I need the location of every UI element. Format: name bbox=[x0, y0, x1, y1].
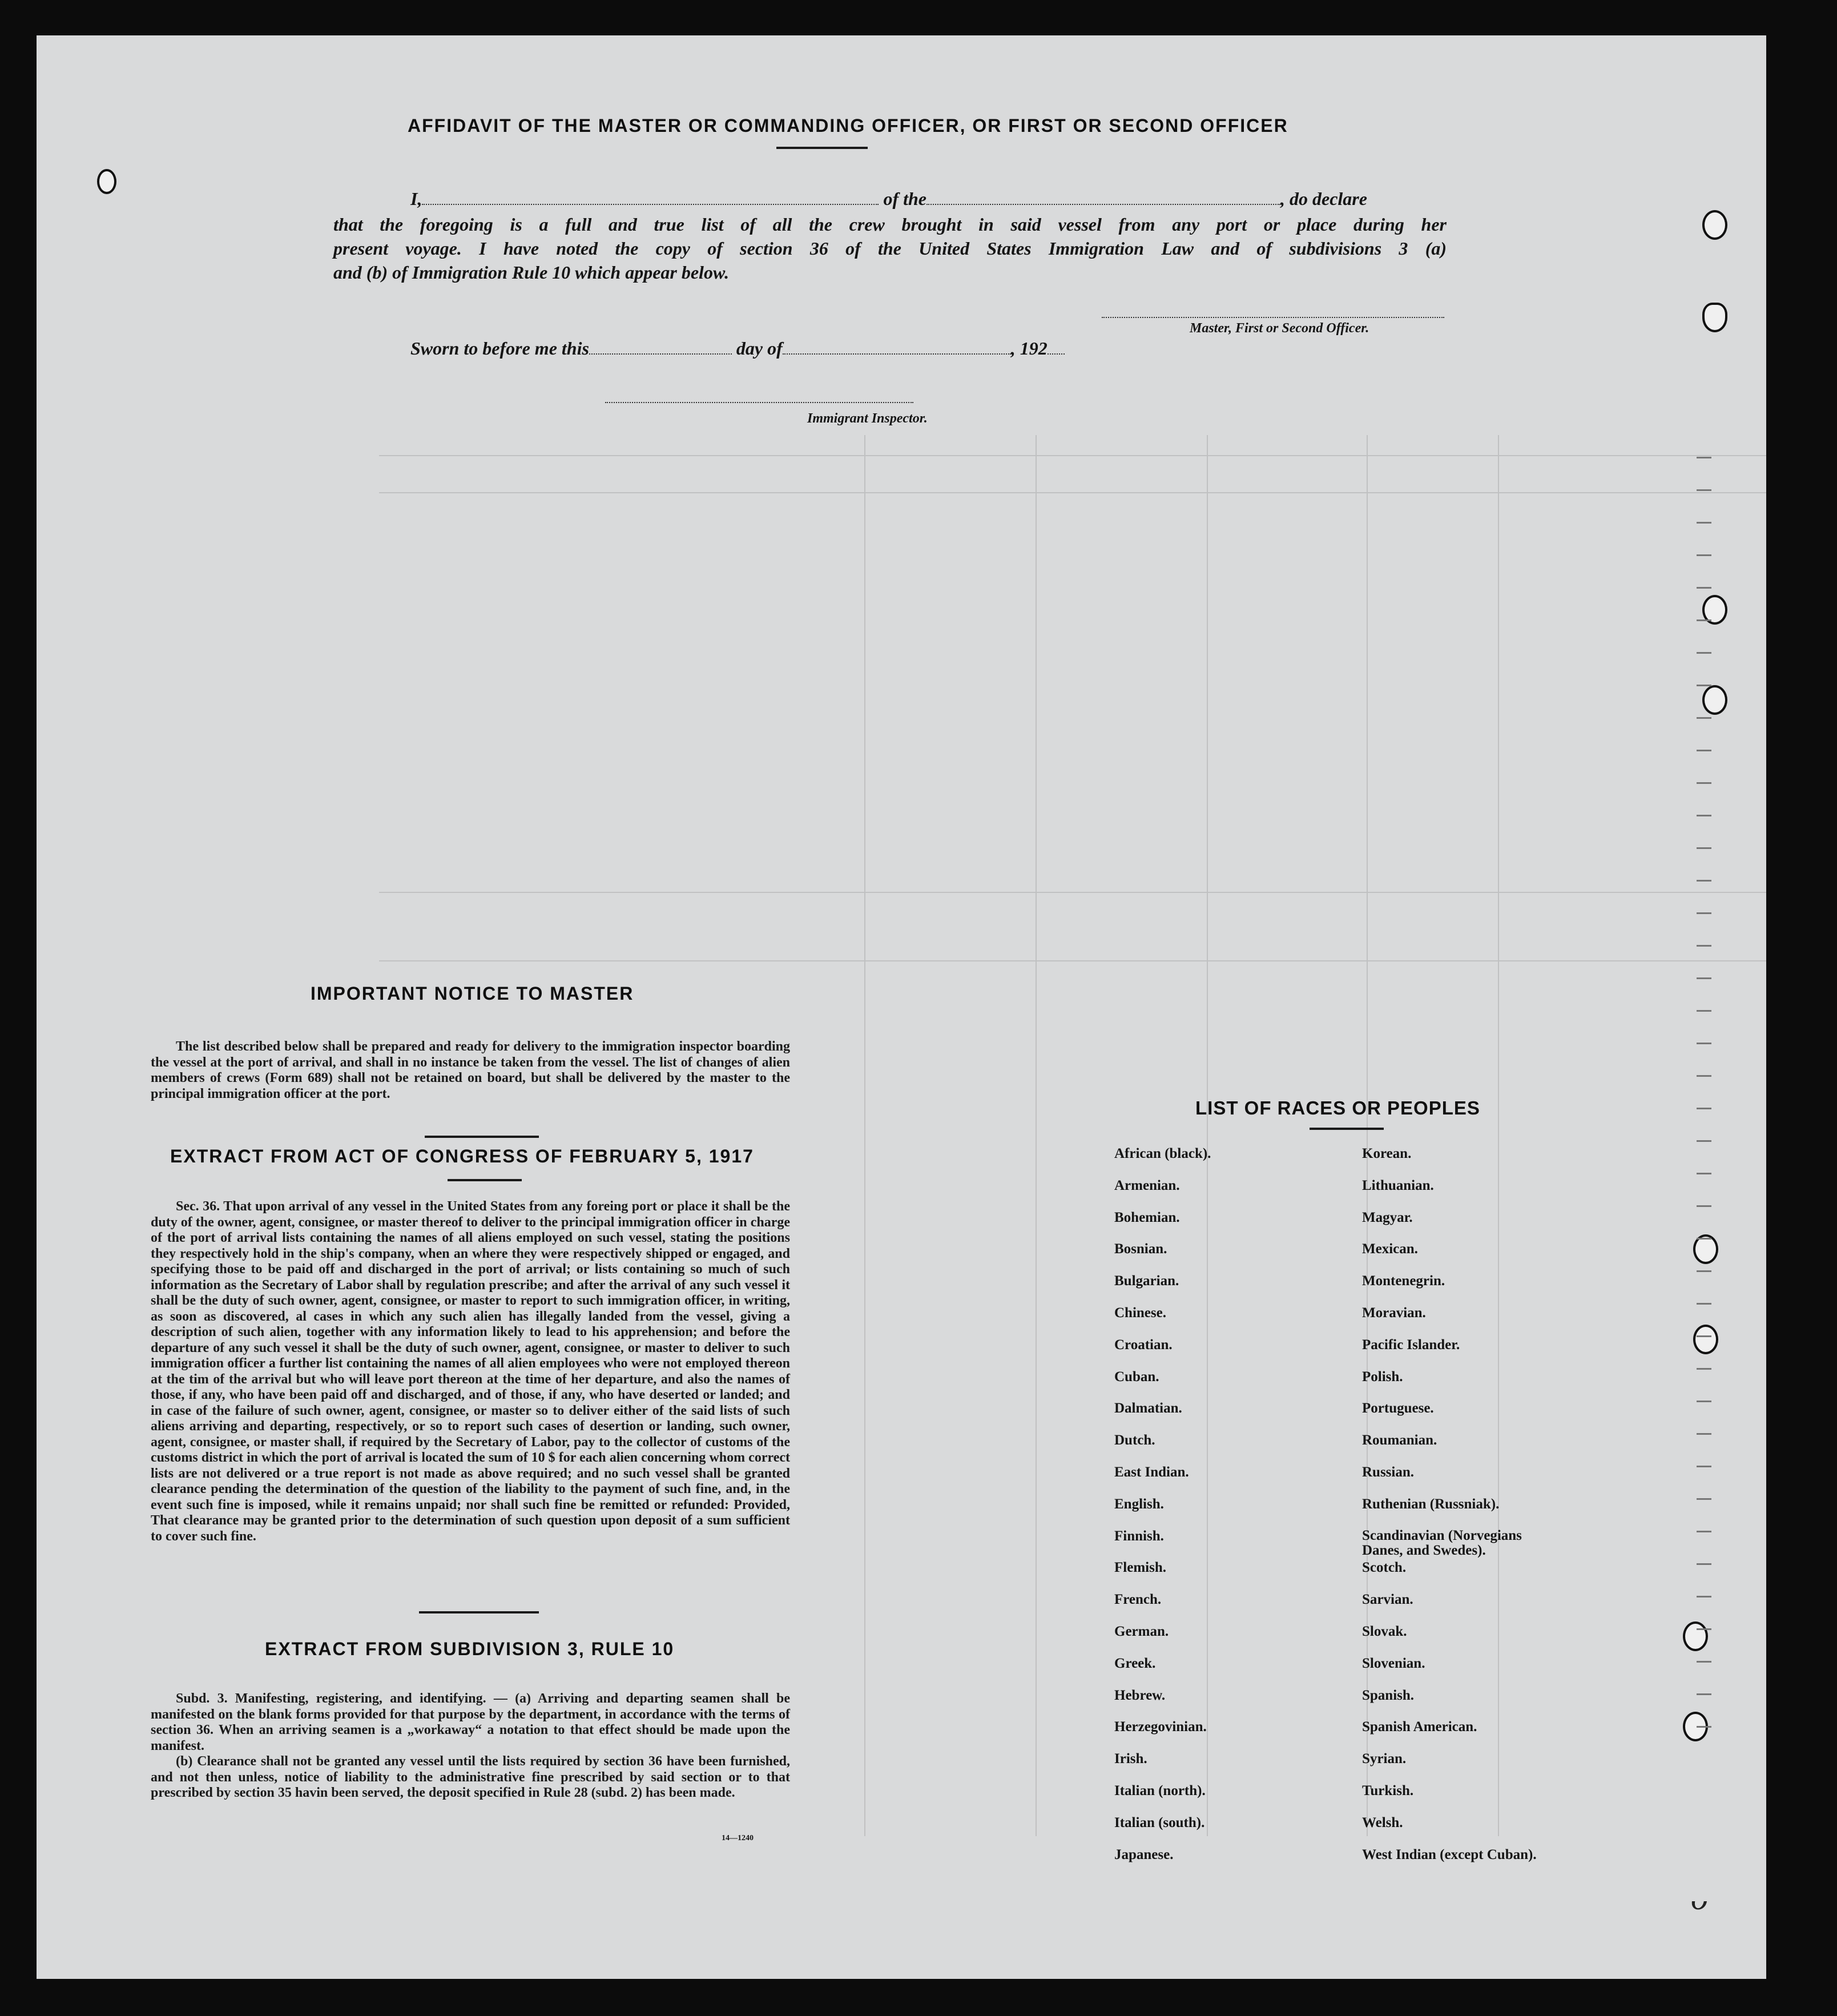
race-item: Slovenian. bbox=[1362, 1655, 1425, 1671]
race-item: Dutch. bbox=[1114, 1432, 1155, 1448]
race-item: Portuguese. bbox=[1362, 1401, 1434, 1417]
margin-dash bbox=[1697, 1238, 1711, 1240]
margin-dash bbox=[1697, 912, 1711, 914]
binder-hole bbox=[1683, 1621, 1708, 1651]
race-item: Pacific Islander. bbox=[1362, 1337, 1460, 1353]
divider-rule bbox=[425, 1136, 539, 1138]
race-item: Croatian. bbox=[1114, 1337, 1173, 1353]
margin-dash bbox=[1697, 1693, 1711, 1695]
race-item: Flemish. bbox=[1114, 1560, 1166, 1576]
races-right-column bbox=[1362, 1146, 1537, 1878]
margin-dash bbox=[1697, 1466, 1711, 1467]
race-item: Roumanian. bbox=[1362, 1432, 1437, 1448]
race-item: Montenegrin. bbox=[1362, 1273, 1445, 1289]
rule-para-a: Subd. 3. Manifesting, registering, and identifying. — (a) Arriving and departing seamen shall be manifested on the blank forms provided for that purpose by the department, in accordance with the terms of section 36. When an arriving seamen is a „workaway“ a notation to that effect should be made upon the manifest. bbox=[151, 1691, 790, 1753]
race-item: Scandinavian (Norvegians Danes, and Swedes). bbox=[1362, 1527, 1522, 1558]
affidavit-line-1 bbox=[410, 188, 1447, 210]
margin-dash bbox=[1697, 1726, 1711, 1728]
margin-dash bbox=[1697, 1010, 1711, 1012]
margin-dash bbox=[1697, 717, 1711, 719]
declare-label: , do declare bbox=[1280, 188, 1367, 209]
race-item: Dalmatian. bbox=[1114, 1401, 1182, 1417]
year-label: , 192 bbox=[1010, 338, 1048, 359]
margin-dash bbox=[1697, 1368, 1711, 1370]
affidavit-text bbox=[333, 212, 1447, 284]
margin-dash bbox=[1697, 1108, 1711, 1109]
race-item: Spanish. bbox=[1362, 1687, 1415, 1703]
notice-title: IMPORTANT NOTICE TO MASTER bbox=[311, 983, 634, 1004]
margin-dash bbox=[1697, 1303, 1711, 1305]
races-title-underline bbox=[1310, 1128, 1384, 1130]
i-label: I, bbox=[410, 188, 422, 209]
race-item: Magyar. bbox=[1362, 1209, 1413, 1225]
binder-hole bbox=[1702, 210, 1727, 240]
form-page bbox=[37, 35, 1766, 1979]
race-item: Lithuanian. bbox=[1362, 1177, 1434, 1193]
margin-dash bbox=[1697, 652, 1711, 654]
margin-dash bbox=[1697, 1661, 1711, 1663]
margin-dash bbox=[1697, 1043, 1711, 1044]
race-item: Cuban. bbox=[1114, 1369, 1159, 1385]
race-item: Ruthenian (Russniak). bbox=[1362, 1496, 1500, 1512]
vessel-blank[interactable] bbox=[926, 203, 1280, 205]
affidavit-title: AFFIDAVIT OF THE MASTER OR COMMANDING OFFICER, OR FIRST OR SECOND OFFICER bbox=[408, 115, 1288, 136]
race-item: German. bbox=[1114, 1623, 1169, 1639]
race-item: Slovak. bbox=[1362, 1623, 1407, 1639]
margin-dash bbox=[1697, 1140, 1711, 1142]
margin-dash bbox=[1697, 554, 1711, 556]
race-item: Greek. bbox=[1114, 1655, 1156, 1671]
binder-hole bbox=[97, 169, 116, 194]
margin-dash bbox=[1697, 977, 1711, 979]
title-underline bbox=[776, 147, 868, 149]
margin-dash bbox=[1697, 945, 1711, 947]
race-item: French. bbox=[1114, 1592, 1162, 1608]
race-item: Italian (north). bbox=[1114, 1782, 1206, 1798]
race-item: English. bbox=[1114, 1496, 1164, 1512]
margin-dash bbox=[1697, 847, 1711, 849]
inspector-caption: Immigrant Inspector. bbox=[807, 411, 928, 426]
margin-dash bbox=[1697, 815, 1711, 816]
race-item: Chinese. bbox=[1114, 1305, 1166, 1321]
race-item: Moravian. bbox=[1362, 1305, 1426, 1321]
margin-dash bbox=[1697, 1563, 1711, 1565]
margin-dash bbox=[1697, 619, 1711, 621]
margin-dash bbox=[1697, 489, 1711, 491]
margin-dash bbox=[1697, 1433, 1711, 1435]
race-item: Welsh. bbox=[1362, 1814, 1403, 1830]
day-blank[interactable] bbox=[589, 353, 732, 355]
race-item: Scotch. bbox=[1362, 1560, 1407, 1576]
margin-dash bbox=[1697, 522, 1711, 524]
extract-act-title: EXTRACT FROM ACT OF CONGRESS OF FEBRUARY 5, 1917 bbox=[170, 1146, 754, 1166]
divider-rule-2 bbox=[419, 1611, 539, 1613]
day-of-label: day of bbox=[736, 338, 783, 359]
extract-title-underline bbox=[448, 1179, 522, 1181]
race-item: Bohemian. bbox=[1114, 1209, 1180, 1225]
race-item: African (black). bbox=[1114, 1146, 1211, 1161]
binder-hole bbox=[1702, 685, 1727, 715]
margin-dash bbox=[1697, 782, 1711, 784]
margin-dash bbox=[1697, 1628, 1711, 1630]
form-number: 14—1240 bbox=[722, 1834, 754, 1842]
race-item: West Indian (except Cuban). bbox=[1362, 1846, 1537, 1862]
margin-dash bbox=[1697, 1075, 1711, 1077]
race-item: East Indian. bbox=[1114, 1464, 1189, 1480]
extract-rule-body bbox=[151, 1691, 790, 1801]
master-signature-line[interactable] bbox=[1102, 317, 1444, 318]
extract-act-body: Sec. 36. That upon arrival of any vessel in the United States from any foreing port or place it shall be the duty of the owner, agent, consignee, or master thereof to deliver to the principal immigration officer in charge of the port of arrival lists containing the names of all aliens employed on such vessel, stating the positions they respectively hold in the ship's company, when an where they were respectively shipped or engaged, and specifying those to be paid off and discharged in the port of arrival; or lists containing so much of such information as the Secretary of Labor shall by regulation prescribe; and after the arrival of any such vessel it shall be the duty of such owner, agent, consignee, or master to report to such immigration officer, in writing, as soon as discovered, al cases in which any such alien has illegally landed from the vessel, giving a description of such alien, together with any information likely to lead to his apprehension; and before the departure of any such vessel it shall be the duty of such owner, agent, consignee, or master to deliver to such immigration officer a further list containing the names of all alien employees who were not employed thereon at the tim of the arrival but who will leave port thereon at the time of her departure, and also the names of those, if any, who have been paid off and discharged, and of those, if any, who have deserted or landed; and in case of the failure of such owner, agent, consignee, or master so to deliver either of the said lists of such aliens arriving and departing, respectively, or so to report such cases of desertion or landing, such owner, agent, consignee, or master shall, if required by the Secretary of Labor, pay to the collector of customs of the customs district in which the port of arrival is located the sum of 10 $ for each alien concerning whom correct lists are not delivered or a true report is not made as above required; and no such vessel shall be granted clearance pending the determination of the question of the liability to the payment of such fine, and, in the event such fine is imposed, while it remains unpaid; nor shall such fine be remitted or refunded: Provided, That clearance may be granted prior to the determination of such question upon deposit of a sum sufficient to cover such fine. bbox=[151, 1199, 790, 1544]
margin-dash bbox=[1697, 1205, 1711, 1207]
margin-dash bbox=[1697, 750, 1711, 751]
race-item: Korean. bbox=[1362, 1146, 1412, 1161]
affidavit-line-4: and (b) of Immigration Rule 10 which appear below. bbox=[333, 262, 730, 283]
race-item: Italian (south). bbox=[1114, 1814, 1205, 1830]
race-item: Syrian. bbox=[1362, 1751, 1407, 1767]
margin-dash bbox=[1697, 880, 1711, 882]
margin-dash bbox=[1697, 1335, 1711, 1337]
race-item: Armenian. bbox=[1114, 1177, 1180, 1193]
race-item: Finnish. bbox=[1114, 1528, 1164, 1544]
race-item: Herzegovinian. bbox=[1114, 1719, 1207, 1735]
extract-rule-title: EXTRACT FROM SUBDIVISION 3, RULE 10 bbox=[265, 1639, 675, 1659]
margin-dash bbox=[1697, 1596, 1711, 1597]
margin-dash bbox=[1697, 1498, 1711, 1500]
margin-dash bbox=[1697, 1401, 1711, 1402]
margin-dash bbox=[1697, 1173, 1711, 1174]
binder-hole bbox=[1693, 1325, 1718, 1354]
races-title: LIST OF RACES OR PEOPLES bbox=[1195, 1097, 1480, 1118]
year-blank[interactable] bbox=[1048, 353, 1065, 355]
margin-dash bbox=[1697, 685, 1711, 686]
margin-dash bbox=[1697, 1531, 1711, 1532]
sworn-label: Sworn to before me this bbox=[410, 338, 589, 359]
rule-para-b: (b) Clearance shall not be granted any vessel until the lists required by section 36 have been furnished, and not then unless, notice of liability to the administrative fine prescribed by said section or to that prescribed by section 35 havin been served, the deposit specified in Rule 28 (subd. 2) has been made. bbox=[151, 1754, 790, 1800]
race-item: Spanish American. bbox=[1362, 1719, 1477, 1735]
affidavit-line-3: present voyage. I have noted the copy of section 36 of the United States Immigration Law and of subdivisions 3 (a) bbox=[333, 238, 1447, 259]
notice-body: The list described below shall be prepared and ready for delivery to the immigration inspector boarding the vessel at the port of arrival, and shall in no instance be taken from the vessel. The list of changes of alien members of crews (Form 689) shall not be retained on board, but shall be delivered by the master to the principal immigration officer at the port. bbox=[151, 1039, 790, 1101]
race-item: Mexican. bbox=[1362, 1241, 1418, 1257]
master-signature-caption: Master, First or Second Officer. bbox=[1190, 321, 1369, 336]
race-item: Polish. bbox=[1362, 1369, 1403, 1385]
handwritten-mark: ᴗ bbox=[1691, 1879, 1708, 1917]
of-the-label: of the bbox=[883, 188, 926, 209]
margin-dash bbox=[1697, 587, 1711, 589]
sworn-line bbox=[410, 338, 1065, 359]
margin-dash bbox=[1697, 457, 1711, 458]
races-left-column bbox=[1114, 1146, 1211, 1878]
race-item: Russian. bbox=[1362, 1464, 1415, 1480]
race-item: Bulgarian. bbox=[1114, 1273, 1179, 1289]
inspector-signature-line[interactable] bbox=[605, 402, 913, 403]
month-blank[interactable] bbox=[783, 353, 1011, 355]
race-item: Sarvian. bbox=[1362, 1592, 1413, 1608]
margin-dash bbox=[1697, 1270, 1711, 1272]
race-item: Irish. bbox=[1114, 1751, 1147, 1767]
binder-hole bbox=[1702, 303, 1727, 332]
affidavit-line-2: that the foregoing is a full and true list of all the crew brought in said vessel from any port or place during her bbox=[333, 214, 1447, 235]
name-blank[interactable] bbox=[422, 203, 879, 205]
race-item: Japanese. bbox=[1114, 1846, 1174, 1862]
race-item: Hebrew. bbox=[1114, 1687, 1166, 1703]
race-item: Turkish. bbox=[1362, 1782, 1414, 1798]
race-item: Bosnian. bbox=[1114, 1241, 1167, 1257]
